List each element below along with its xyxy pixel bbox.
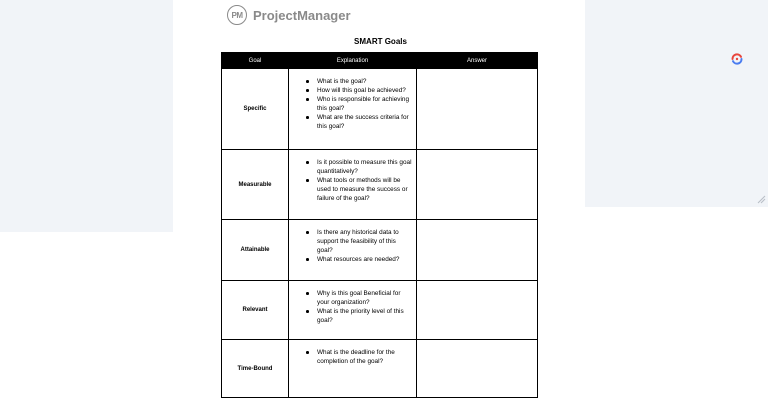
background-panel-left bbox=[0, 0, 173, 232]
goal-cell: Time-Bound bbox=[222, 340, 289, 398]
answer-cell[interactable] bbox=[417, 69, 538, 150]
answer-cell[interactable] bbox=[417, 340, 538, 398]
explanation-item: Is it possible to measure this goal quantitatively? bbox=[317, 159, 412, 176]
table-row-specific bbox=[222, 69, 538, 150]
explanation-list bbox=[289, 340, 416, 366]
explanation-item: What is the deadline for the completion of the goal? bbox=[317, 348, 412, 366]
answer-cell[interactable] bbox=[417, 150, 538, 220]
header-goal: Goal bbox=[222, 53, 289, 69]
smart-goals-table bbox=[221, 52, 538, 398]
brand-name: ProjectManager bbox=[253, 7, 351, 23]
header-explanation: Explanation bbox=[289, 53, 417, 69]
table-row-relevant bbox=[222, 281, 538, 340]
explanation-cell bbox=[289, 69, 417, 150]
smart-goals-document bbox=[187, 0, 577, 403]
goal-cell: Relevant bbox=[222, 281, 289, 340]
explanation-list bbox=[289, 220, 416, 264]
explanation-item: Why is this goal Beneficial for your organization? bbox=[317, 289, 412, 307]
answer-cell[interactable] bbox=[417, 281, 538, 340]
explanation-item: What are the success criteria for this goal? bbox=[317, 113, 412, 131]
explanation-item: How will this goal be achieved? bbox=[317, 86, 412, 95]
explanation-cell bbox=[289, 150, 417, 220]
explanation-item: Is there any historical data to support the feasibility of this goal? bbox=[317, 228, 412, 255]
explanation-cell bbox=[289, 281, 417, 340]
explanation-list bbox=[289, 281, 416, 325]
projectmanager-logo bbox=[227, 5, 351, 25]
explanation-list bbox=[289, 69, 416, 132]
answer-cell[interactable] bbox=[417, 220, 538, 281]
goal-cell: Specific bbox=[222, 69, 289, 150]
pm-logo-icon: PM bbox=[227, 5, 247, 25]
header-answer: Answer bbox=[417, 53, 538, 69]
explanation-item: What is the goal? bbox=[317, 77, 412, 86]
refresh-widget-icon[interactable] bbox=[729, 51, 745, 67]
explanation-cell bbox=[289, 220, 417, 281]
explanation-item: What is the priority level of this goal? bbox=[317, 307, 412, 325]
explanation-item: Who is responsible for achieving this goal? bbox=[317, 95, 412, 113]
resize-grip-icon[interactable] bbox=[756, 194, 766, 204]
table-header-row bbox=[222, 53, 538, 69]
explanation-item: What resources are needed? bbox=[317, 255, 412, 264]
document-title: SMART Goals bbox=[354, 37, 407, 46]
goal-cell: Attainable bbox=[222, 220, 289, 281]
table-row-attainable bbox=[222, 220, 538, 281]
table-row-time-bound bbox=[222, 340, 538, 398]
explanation-list bbox=[289, 150, 416, 203]
goal-cell: Measurable bbox=[222, 150, 289, 220]
explanation-item: What tools or methods will be used to measure the success or failure of the goal? bbox=[317, 176, 412, 203]
explanation-cell bbox=[289, 340, 417, 398]
background-panel-right bbox=[585, 0, 768, 207]
table-row-measurable bbox=[222, 150, 538, 220]
